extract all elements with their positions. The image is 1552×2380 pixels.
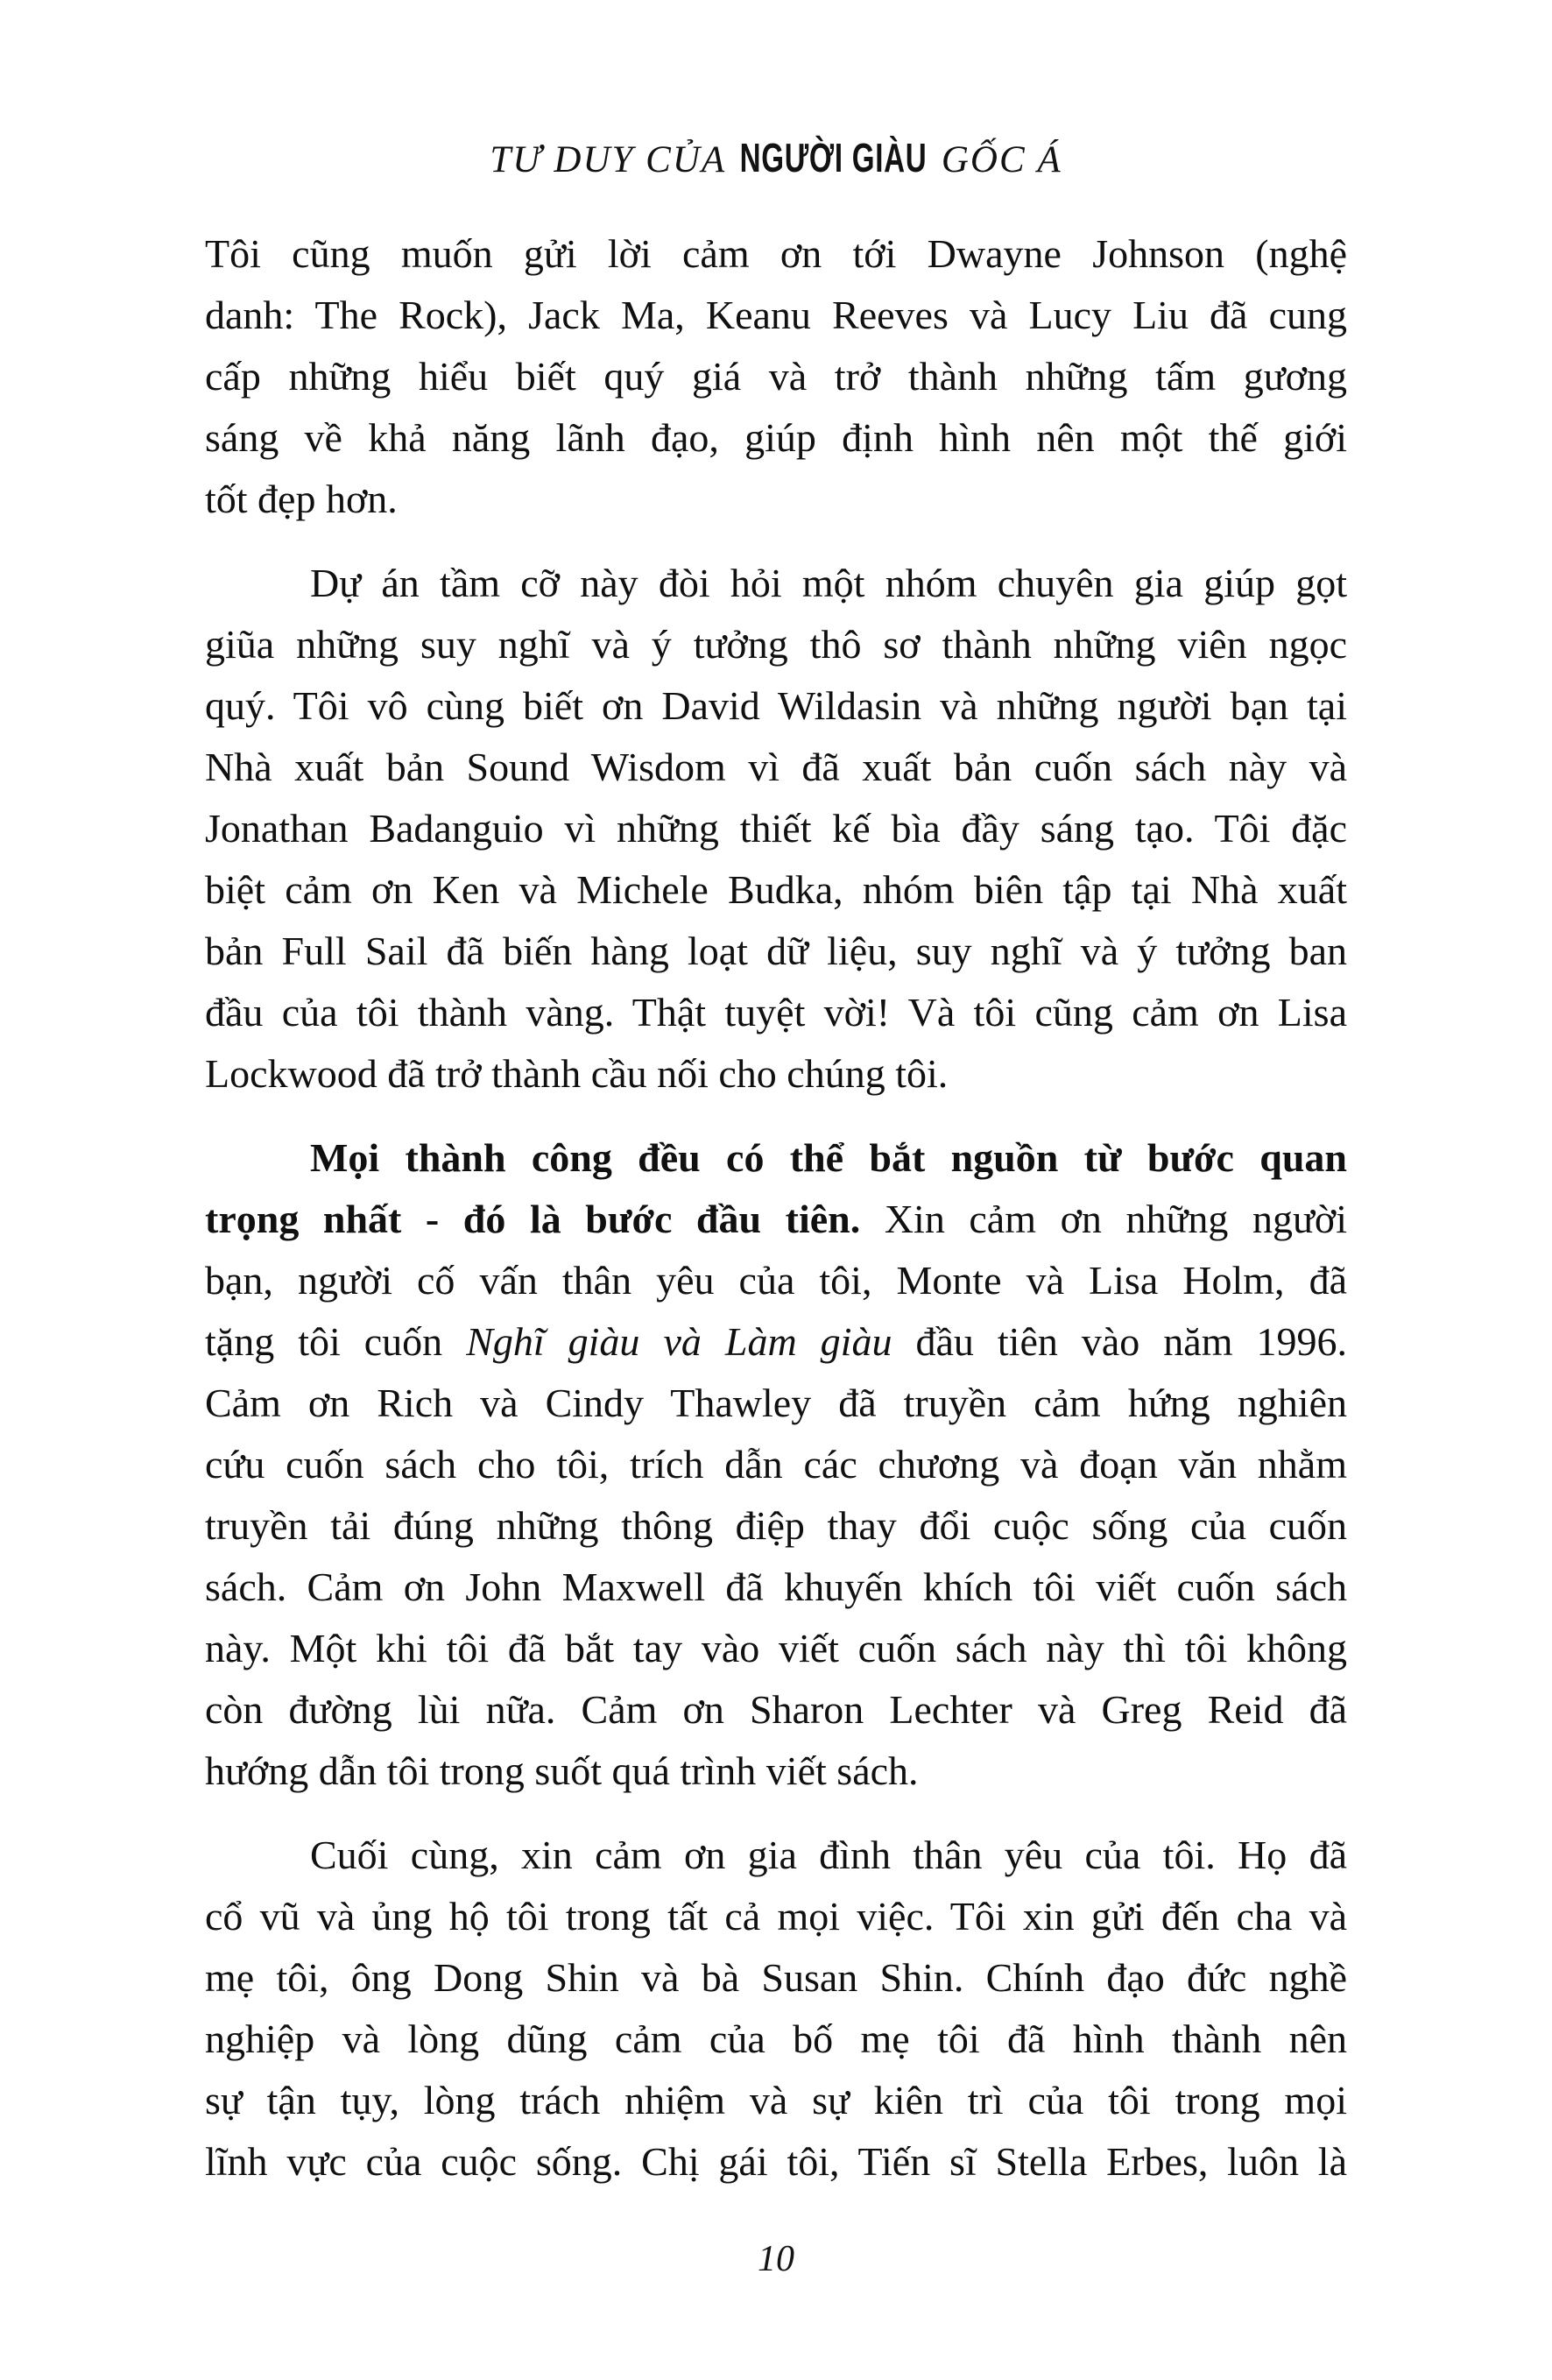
text-line: [205, 1311, 1347, 1373]
text-line: truyền tải đúng những thông điệp thay đổi cuộc sống của cuốn: [205, 1503, 1347, 1548]
text-line: này. Một khi tôi đã bắt tay vào viết cuốn sách này thì tôi không: [205, 1626, 1347, 1670]
text-line: Dự án tầm cỡ này đòi hỏi một nhóm chuyên gia giúp gọt: [310, 561, 1347, 605]
paragraph-4: [205, 1825, 1347, 2193]
text-line: hướng dẫn tôi trong suốt quá trình viết sách.: [205, 1748, 919, 1793]
text-line: giũa những suy nghĩ và ý tưởng thô sơ thành những viên ngọc: [205, 622, 1347, 667]
text-line: đầu của tôi thành vàng. Thật tuyệt vời! Và tôi cũng cảm ơn Lisa: [205, 990, 1347, 1035]
text-segment-bold: trọng nhất - đó là bước đầu tiên.: [205, 1197, 861, 1241]
paragraph-2: [205, 553, 1347, 1105]
text-line: Cuối cùng, xin cảm ơn gia đình thân yêu của tôi. Họ đã: [310, 1833, 1347, 1877]
header-title-part-center: NGƯỜI GIÀU: [739, 135, 928, 180]
text-line-bold: Mọi thành công đều có thể bắt nguồn từ bước quan: [310, 1135, 1347, 1180]
text-line: bản Full Sail đã biến hàng loạt dữ liệu, suy nghĩ và ý tưởng ban: [205, 929, 1347, 973]
text-line: Lockwood đã trở thành cầu nối cho chúng tôi.: [205, 1051, 949, 1096]
text-line: bạn, người cố vấn thân yêu của tôi, Monte và Lisa Holm, đã: [205, 1258, 1347, 1303]
body-text: [205, 223, 1347, 2193]
running-header: [0, 133, 1552, 182]
page-number: 10: [758, 2239, 794, 2279]
text-line: [205, 1189, 1347, 1250]
text-line: quý. Tôi vô cùng biết ơn David Wildasin và những người bạn tại: [205, 683, 1347, 728]
text-line: sách. Cảm ơn John Maxwell đã khuyến khích tôi viết cuốn sách: [205, 1564, 1347, 1609]
text-segment: đầu tiên vào năm 1996.: [892, 1319, 1347, 1364]
paragraph-3: [205, 1127, 1347, 1802]
text-line: tốt đẹp hơn.: [205, 477, 398, 521]
text-line: Jonathan Badanguio vì những thiết kế bìa đầy sáng tạo. Tôi đặc: [205, 806, 1347, 851]
text-segment: tặng tôi cuốn: [205, 1319, 467, 1364]
text-line: sáng về khả năng lãnh đạo, giúp định hình nên một thế giới: [205, 415, 1347, 460]
text-line: Nhà xuất bản Sound Wisdom vì đã xuất bản cuốn sách này và: [205, 745, 1347, 789]
text-line: cổ vũ và ủng hộ tôi trong tất cả mọi việc. Tôi xin gửi đến cha và: [205, 1894, 1347, 1939]
text-segment: Xin cảm ơn những người: [860, 1197, 1347, 1241]
text-line: Cảm ơn Rich và Cindy Thawley đã truyền cảm hứng nghiên: [205, 1381, 1347, 1425]
text-line: nghiệp và lòng dũng cảm của bố mẹ tôi đã hình thành nên: [205, 2016, 1347, 2061]
header-title-part-right: GỐC Á: [930, 139, 1062, 180]
text-line: còn đường lùi nữa. Cảm ơn Sharon Lechter và Greg Reid đã: [205, 1687, 1347, 1732]
text-line: danh: The Rock), Jack Ma, Keanu Reeves và Lucy Liu đã cung: [205, 293, 1347, 337]
text-line: biệt cảm ơn Ken và Michele Budka, nhóm biên tập tại Nhà xuất: [205, 867, 1347, 912]
text-segment-italic-book-title: Nghĩ giàu và Làm giàu: [466, 1319, 892, 1364]
text-line: cấp những hiểu biết quý giá và trở thành những tấm gương: [205, 354, 1347, 399]
text-line: lĩnh vực của cuộc sống. Chị gái tôi, Tiến sĩ Stella Erbes, luôn là: [205, 2139, 1347, 2184]
text-line: Tôi cũng muốn gửi lời cảm ơn tới Dwayne Johnson (nghệ: [205, 231, 1347, 276]
text-line: sự tận tụy, lòng trách nhiệm và sự kiên trì của tôi trong mọi: [205, 2078, 1347, 2122]
text-line: cứu cuốn sách cho tôi, trích dẫn các chương và đoạn văn nhằm: [205, 1442, 1347, 1487]
paragraph-1: [205, 223, 1347, 530]
header-title-part-left: TƯ DUY CỦA: [490, 139, 737, 180]
text-line: mẹ tôi, ông Dong Shin và bà Susan Shin. Chính đạo đức nghề: [205, 1955, 1347, 2000]
